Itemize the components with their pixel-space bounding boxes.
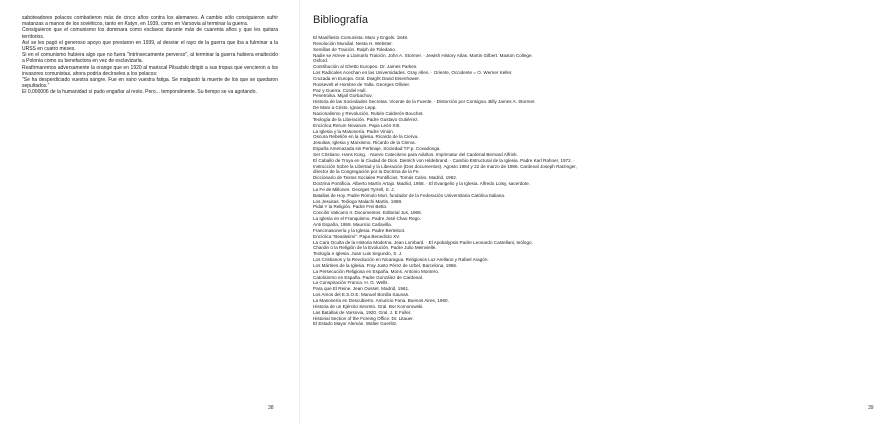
bibliography-entry: La Masonería en Descubierto. Amuricio Fana. Buenos Aires, 1960.: [313, 297, 449, 303]
bibliography-entry: Historia de las Sociedades Secretas. Vicente de la Fuente. · Distorción por Consigna. Billy James A. Stormer.: [313, 99, 536, 105]
bibliography-entry: España Amenazada sin Pertinaje. Sociedad T.F.p. Covadonga.: [313, 146, 441, 152]
bibliography-entry: Chardin o la Religión de la Evolución. Padre Julio Meinvielle.: [313, 245, 437, 251]
bibliography-entry: Diccionario de Textos Sociales Pontificios. Tomás Calvo. Madrid, 1962.: [313, 175, 458, 181]
bibliography-title: Bibliografía: [313, 14, 369, 26]
bibliography-entry: Catolicismo en España. Padre González de Cardenal.: [313, 274, 424, 280]
bibliography-entry: El Estado Mayor Alemán. Walter Goerlitz.: [313, 321, 398, 327]
bibliography-entry: La Iglesia y la Masonería. Padre Vinion.: [313, 128, 395, 134]
bibliography-entry: Teología de la Liberación. Padre Gustavo Gutiérrez.: [313, 116, 419, 122]
bibliography-list: [313, 35, 581, 327]
bibliography-entry: Los Mártires de la Iglesia. Fray Justo Pérez de Urbel, Barcelona, 1956.: [313, 262, 458, 268]
bibliography-entry: Nadie se Atreve a Llamarlo Traición. John A. Stormer. · Jewish History Atlas. Martin Gilbert. Maxton College.: [313, 52, 533, 58]
bibliography-entry: La Persecución Religiosa en España. Mons. Antonio Montero.: [313, 268, 440, 274]
bibliography-entry: Jesuitas, Iglesia y Marxismo. Ricardo de la Cierva.: [313, 140, 416, 146]
body-paragraph: "Se ha desperdiciado vuestra sangre. Fue en vano vuestra fatiga. Se malgastó la muerte de los que se quedaron sepultados.": [22, 77, 278, 90]
bibliography-entry: Semillas de Traición. Ralph de Toledano.: [313, 46, 397, 52]
right-page-number: 39: [868, 405, 874, 411]
body-paragraph: saboteadores polacos combatieron más de cinco años contra los alemanes. A cambio sólo consiguieron sufrir matanzas a manos de los soviéticos, tanto en Katyn, en 1939, como en Varsovia al terminar la guerra.: [22, 15, 278, 28]
bibliography-entry: Contribución al Ghetto Europeo. Dr. James Parkes.: [313, 64, 418, 70]
bibliography-entry: Roosevelt el Hombre de Yalta. Georges Ollivier.: [313, 81, 411, 87]
bibliography-entry: Oscura Rebelión en la Iglesia. Ricardo de la Cierva.: [313, 134, 419, 140]
bibliography-entry: Francmasonería y la Iglesia. Padre Berteloot.: [313, 227, 406, 233]
bibliography-entry: Las Batallas de Varsovia, 1920. Gral. J. E Fuller.: [313, 309, 412, 315]
left-page-number: 38: [268, 405, 274, 411]
bibliography-entry: Los Jesuitas. Teólogo Malachi Martin, 1988.: [313, 198, 403, 204]
left-page: [0, 0, 300, 424]
bibliography-entry: Pidal Y la Religión. Padre Frei Betto.: [313, 204, 388, 210]
bibliography-entry: Anti España, 1959. Mauricio Carlavilla.: [313, 222, 392, 227]
bibliography-entry: Batallas de Hoy. Padre Rómulo Muri, fundador de la Federación Universitaria Católica Italiana.: [313, 192, 506, 198]
bibliography-entry: La Cara Oculta de la Historia Moderna. Jean Lombard. · El Apokalypsis Padre Leonardo Castellani, teólogo.: [313, 239, 533, 245]
bibliography-entry: El Caballo de Troya en la Ciudad de Dios. Dietrich von Hildebrand. · Cambio Estructural de la Iglesia. Padre Karl Rahner, 1972. · Instrucción Sobre la Libertad y la Liberación (Dos documentos). Agosto 1984 y 22 de marzo de 1986. Cardenal Joseph Ratzinger, director de la Congregación por la Doctrina de la Fe.: [313, 157, 577, 175]
bibliography-entry: Penetroika. Mijail Gorbachov.: [313, 93, 373, 99]
bibliography-entry: Cruzada en Europa. Gral. Dwight David Eisenhower.: [313, 75, 420, 81]
bibliography-entry: Para que El Reine. Jean Ousset. Madrid, 1961.: [313, 286, 410, 292]
bibliography-entry: La Iglesia en el Franquismo. Padre José Chao Rego.: [313, 216, 422, 222]
bibliography-entry: Paz y Guerra. Cordel Hull.: [313, 87, 367, 93]
left-page-body: [22, 15, 278, 96]
bibliography-entry: Teología e Iglesia. Juan Luis Segundo, S. J.: [313, 251, 403, 257]
bibliography-entry: Nacionalismo y Revolución. Rubén Calderón Bouchet.: [313, 110, 424, 116]
bibliography-entry: El Manifiesto Comunista. Marx y Engels. 1848.: [313, 35, 409, 40]
body-paragraph: El 0.000006 de la humanidad sí pudo engañar al resto. Pero... temporalmente. Su tiempo se va agotando.: [22, 89, 257, 96]
bibliography-entry: Historia de un Ejército Secreto. Gral. Bor Komorowski.: [313, 303, 424, 309]
bibliography-entry: De Marx a Cristo. Ignace Lepp.: [313, 105, 377, 111]
body-paragraph: Consiguieron que el comunismo los dominara como esclavos durante más de cuarenta años y que les quitara territorios.: [22, 27, 278, 40]
bibliography-entry: Encíclica "Beatissimi". Papa Benedicto XV.: [313, 233, 401, 239]
body-paragraph: Reafirmaremos adversamente la orange que en 1920 al mariscal Pilsudski dirigió a sus tropas que vencieron a los invasores comunistas, ahora podría decírseles a los polacos:: [22, 64, 278, 77]
bibliography-entry: Los Cristianos y la Revolución en Nicaragua. Religiosos Luz Arellano y Rafael Aragón.: [313, 257, 489, 263]
bibliography-entry: Encíclica Rerum Novarum. Papa León XIII.: [313, 122, 401, 128]
body-paragraph: Así se les pagó el generoso apoyo que prestaron en 1939, al desviar el rayo de la guerra que iba a fulminar a la URSS en cuatro meses.: [22, 39, 278, 53]
bibliography-entry: Doctrina Pontificia. Alberto Martín Artajo. Madrid, 1958. · El Evangelio y la Iglesia. Alfredo Loisy, sacerdote.: [313, 181, 530, 187]
bibliography-entry: Revolución Mundial. Nesta H. Webster.: [313, 40, 393, 46]
bibliography-entry: Los Amos del E.S.O.E. Manuel Bonilla Saunas.: [313, 292, 410, 298]
bibliography-entry: Oxford.: [313, 58, 329, 64]
bibliography-entry: Los Radicales Acechan en las Universidades. Gray Allen. · Oriente, Occidente = O. Werner Keller.: [313, 70, 513, 76]
bibliography-entry: Concilio Vaticano II. Documentos. Editorial Jus, 1966.: [313, 210, 422, 216]
bibliography-entry: Ser Cristiano. Hans Küng. · Nuevo Catecismo para Adultos. Imprimatur del Cardenal Bernard Alfrink.: [313, 151, 518, 157]
bibliography-entry: Historial Section of the Foreing Office. Dr. Litauer.: [313, 315, 414, 321]
bibliography-entry: La Fe de Millones. Georges Tyrrell, S. J.: [313, 186, 395, 192]
bibliography-entry: La Conspiración Franca. H. G. Wells.: [313, 280, 389, 286]
body-paragraph: Si en el comunismo hubiera algo que no fuera "intrínsecamente perverso", al terminar la guerra hubiera enaltecido a Polonia como su benefactora en vez de esclavizarla.: [22, 52, 278, 65]
